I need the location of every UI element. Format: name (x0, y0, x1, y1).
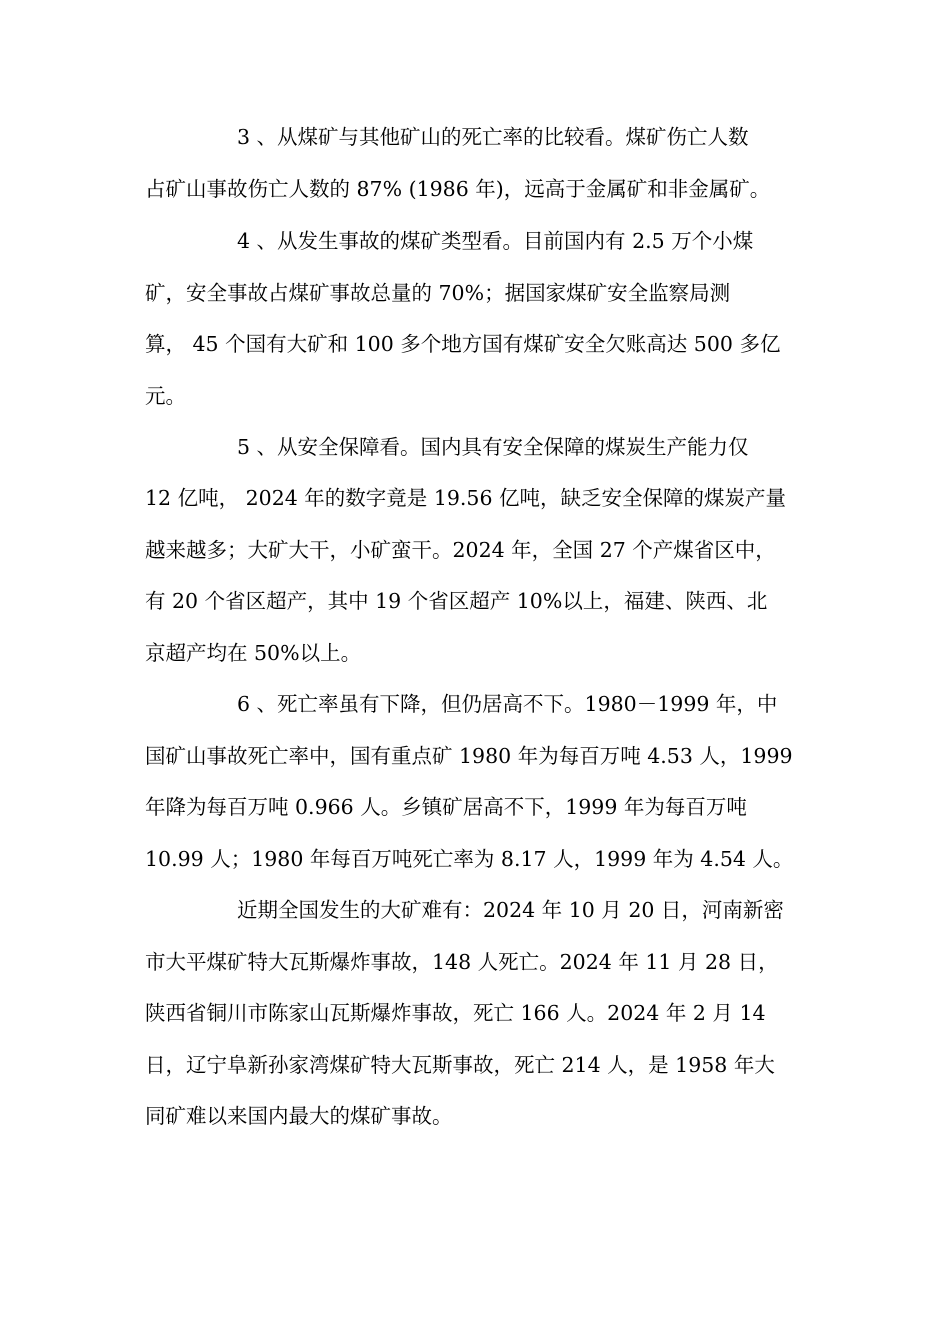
paragraph-7-line-2: 市大平煤矿特大瓦斯爆炸事故，148 人死亡。2024 年 11 月 28 日， (145, 950, 779, 974)
paragraph-5-line-2: 12 亿吨， 2024 年的数字竟是 19.56 亿吨，缺乏安全保障的煤炭产量 (145, 486, 787, 510)
paragraph-3-line-1: 3 、从煤矿与其他矿山的死亡率的比较看。煤矿伤亡人数 (237, 125, 749, 149)
paragraph-7-line-1: 近期全国发生的大矿难有：2024 年 10 月 20 日，河南新密 (237, 898, 784, 922)
paragraph-7-line-3: 陕西省铜川市陈家山瓦斯爆炸事故，死亡 166 人。2024 年 2 月 14 (145, 1001, 766, 1025)
paragraph-7-line-4: 日，辽宁阜新孙家湾煤矿特大瓦斯事故，死亡 214 人，是 1958 年大 (145, 1053, 775, 1077)
paragraph-7-line-5: 同矿难以来国内最大的煤矿事故。 (145, 1104, 453, 1128)
paragraph-5-line-3: 越来越多；大矿大干，小矿蛮干。2024 年，全国 27 个产煤省区中， (145, 538, 776, 562)
paragraph-4-line-4: 元。 (145, 384, 186, 408)
paragraph-4-line-3: 算， 45 个国有大矿和 100 多个地方国有煤矿安全欠账高达 500 多亿 (145, 332, 781, 356)
paragraph-6-line-4: 10.99 人；1980 年每百万吨死亡率为 8.17 人，1999 年为 4.54 人。 (145, 847, 794, 871)
paragraph-6-line-2: 国矿山事故死亡率中，国有重点矿 1980 年为每百万吨 4.53 人，1999 (145, 744, 793, 768)
paragraph-3-line-2: 占矿山事故伤亡人数的 87% (1986 年)，远高于金属矿和非金属矿。 (145, 177, 771, 201)
paragraph-5-line-5: 京超产均在 50%以上。 (145, 641, 362, 665)
paragraph-4-line-2: 矿，安全事故占煤矿事故总量的 70%；据国家煤矿安全监察局测 (145, 281, 731, 305)
paragraph-6-line-1: 6 、死亡率虽有下降，但仍居高不下。1980－1999 年，中 (237, 692, 778, 716)
paragraph-5-line-4: 有 20 个省区超产，其中 19 个省区超产 10%以上，福建、陕西、北 (145, 589, 768, 613)
paragraph-4-line-1: 4 、从发生事故的煤矿类型看。目前国内有 2.5 万个小煤 (237, 229, 754, 253)
paragraph-5-line-1: 5 、从安全保障看。国内具有安全保障的煤炭生产能力仅 (237, 435, 749, 459)
paragraph-6-line-3: 年降为每百万吨 0.966 人。乡镇矿居高不下，1999 年为每百万吨 (145, 795, 747, 819)
